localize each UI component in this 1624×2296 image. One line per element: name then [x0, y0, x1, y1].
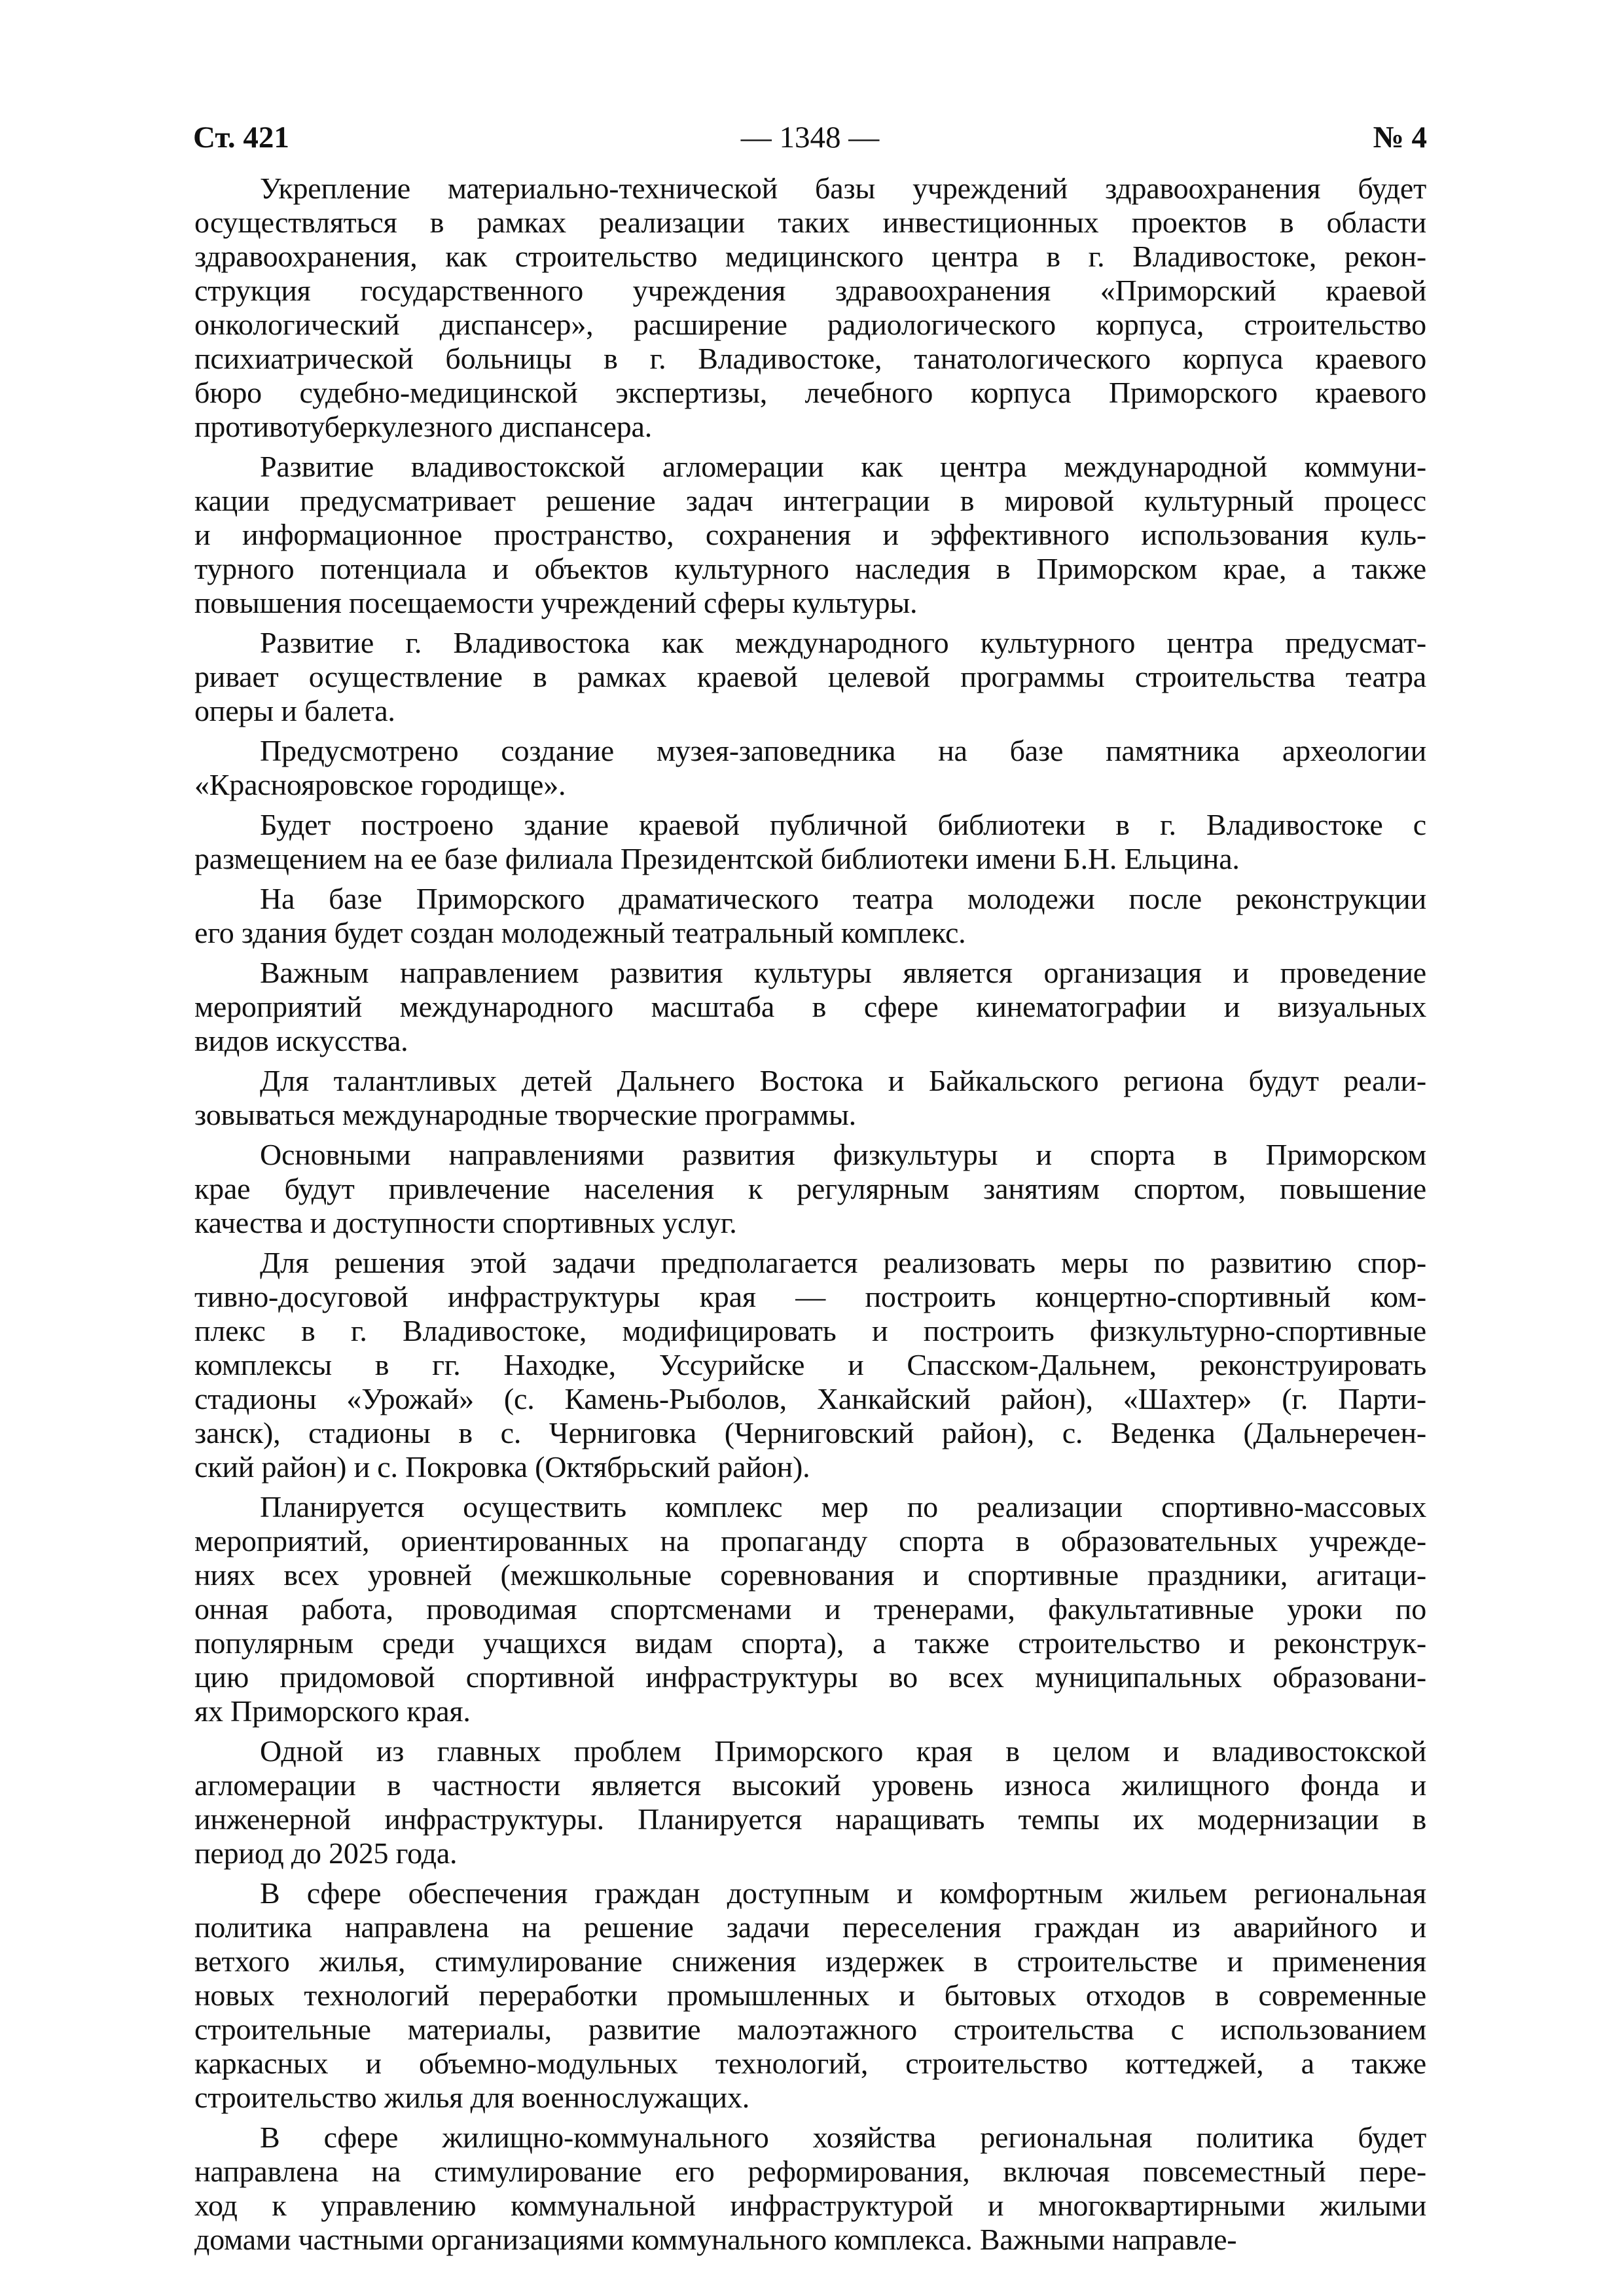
- text-line: психиатрической больницы в г. Владивостоке, танатологического корпуса краевого: [194, 342, 1426, 375]
- text-line: турного потенциала и объектов культурного наследия в Приморском крае, а также: [194, 552, 1426, 585]
- paragraph: [194, 1138, 1426, 1240]
- text-line: Планируется осуществить комплекс мер по реализации спортивно-массовых: [260, 1490, 1426, 1523]
- text-line: ский район) и с. Покровка (Октябрьский район).: [194, 1450, 810, 1484]
- paragraph: [194, 2121, 1426, 2257]
- text-line: осуществляться в рамках реализации таких инвестиционных проектов в области: [194, 206, 1426, 239]
- paragraph: [194, 1876, 1426, 2115]
- text-line: мероприятий, ориентированных на пропаганду спорта в образовательных учрежде-: [194, 1524, 1426, 1558]
- article-number: Ст. 421: [193, 120, 289, 155]
- text-line: Укрепление материально-технической базы учреждений здравоохранения будет: [260, 172, 1426, 205]
- paragraph: [194, 172, 1426, 444]
- text-line: Будет построено здание краевой публичной библиотеки в г. Владивостоке с: [260, 808, 1426, 841]
- paragraph: [194, 882, 1426, 950]
- paragraph: [194, 626, 1426, 728]
- text-line: плекс в г. Владивостоке, модифицировать и построить физкультурно-спортивные: [194, 1314, 1426, 1347]
- text-line: ход к управлению коммунальной инфраструктурой и многоквартирными жилыми: [194, 2189, 1426, 2222]
- text-line: Предусмотрено создание музея-заповедника на базе памятника археологии: [260, 734, 1426, 767]
- paragraph: [194, 956, 1426, 1058]
- text-line: В сфере жилищно-коммунального хозяйства региональная политика будет: [260, 2121, 1426, 2154]
- text-line: строительство жилья для военнослужащих.: [194, 2081, 750, 2114]
- paragraph: [194, 1064, 1426, 1132]
- paragraph: [194, 1490, 1426, 1728]
- text-line: Для решения этой задачи предполагается реализовать меры по развитию спор-: [260, 1246, 1426, 1279]
- text-line: крае будут привлечение населения к регулярным занятиям спортом, повышение: [194, 1172, 1426, 1205]
- text-line: занск), стадионы в с. Черниговка (Черниговский район), с. Веденка (Дальнеречен-: [194, 1416, 1426, 1449]
- text-line: противотуберкулезного диспансера.: [194, 410, 653, 443]
- text-line: его здания будет создан молодежный театральный комплекс.: [194, 916, 966, 949]
- text-line: Развитие г. Владивостока как международного культурного центра предусмат-: [260, 626, 1426, 659]
- text-line: бюро судебно-медицинской экспертизы, лечебного корпуса Приморского краевого: [194, 376, 1426, 409]
- text-line: ривает осуществление в рамках краевой целевой программы строительства театра: [194, 660, 1426, 693]
- text-line: Одной из главных проблем Приморского края в целом и владивостокской: [260, 1734, 1426, 1768]
- body-text: [194, 172, 1426, 2263]
- text-line: оперы и балета.: [194, 694, 395, 727]
- text-line: инженерной инфраструктуры. Планируется наращивать темпы их модернизации в: [194, 1802, 1426, 1836]
- text-line: популярным среди учащихся видам спорта), а также строительство и реконструк-: [194, 1626, 1426, 1660]
- text-line: В сфере обеспечения граждан доступным и комфортным жильем региональная: [260, 1876, 1426, 1910]
- paragraph: [194, 1734, 1426, 1870]
- text-line: онкологический диспансер», расширение радиологического корпуса, строительство: [194, 308, 1426, 341]
- paragraph: [194, 450, 1426, 620]
- text-line: агломерации в частности является высокий уровень износа жилищного фонда и: [194, 1768, 1426, 1802]
- text-line: кации предусматривает решение задач интеграции в мировой культурный процесс: [194, 484, 1426, 517]
- text-line: и информационное пространство, сохранения и эффективного использования куль-: [194, 518, 1426, 551]
- text-line: зовываться международные творческие программы.: [194, 1098, 856, 1131]
- text-line: На базе Приморского драматического театра молодежи после реконструкции: [260, 882, 1426, 915]
- text-line: мероприятий международного масштаба в сфере кинематографии и визуальных: [194, 990, 1426, 1023]
- text-line: повышения посещаемости учреждений сферы культуры.: [194, 586, 918, 619]
- text-line: строительные материалы, развитие малоэтажного строительства с использованием: [194, 2013, 1426, 2046]
- text-line: «Краснояровское городище».: [194, 768, 566, 801]
- text-line: Важным направлением развития культуры является организация и проведение: [260, 956, 1426, 989]
- text-line: Для талантливых детей Дальнего Востока и Байкальского региона будут реали-: [260, 1064, 1426, 1097]
- text-line: новых технологий переработки промышленных и бытовых отходов в современные: [194, 1978, 1426, 2012]
- page-header: [193, 118, 1427, 157]
- issue-number: № 4: [1373, 120, 1427, 155]
- paragraph: [194, 734, 1426, 802]
- page-number: — 1348 —: [740, 120, 880, 155]
- text-line: направлена на стимулирование его реформирования, включая повсеместный пере-: [194, 2155, 1426, 2188]
- text-line: домами частными организациями коммунального комплекса. Важными направле-: [194, 2223, 1237, 2256]
- text-line: комплексы в гг. Находке, Уссурийске и Спасском-Дальнем, реконструировать: [194, 1348, 1426, 1381]
- text-line: ях Приморского края.: [194, 1694, 471, 1728]
- text-line: здравоохранения, как строительство медицинского центра в г. Владивостоке, рекон-: [194, 240, 1426, 273]
- text-line: струкция государственного учреждения здравоохранения «Приморский краевой: [194, 274, 1426, 307]
- text-line: каркасных и объемно-модульных технологий, строительство коттеджей, а также: [194, 2047, 1426, 2080]
- text-line: онная работа, проводимая спортсменами и тренерами, факультативные уроки по: [194, 1592, 1426, 1626]
- text-line: политика направлена на решение задачи переселения граждан из аварийного и: [194, 1910, 1426, 1944]
- paragraph: [194, 808, 1426, 876]
- text-line: тивно-досуговой инфраструктуры края — построить концертно-спортивный ком-: [194, 1280, 1426, 1313]
- text-line: качества и доступности спортивных услуг.: [194, 1206, 737, 1239]
- text-line: цию придомовой спортивной инфраструктуры во всех муниципальных образовани-: [194, 1660, 1426, 1694]
- text-line: Основными направлениями развития физкультуры и спорта в Приморском: [260, 1138, 1426, 1171]
- text-line: размещением на ее базе филиала Президентской библиотеки имени Б.Н. Ельцина.: [194, 842, 1240, 875]
- text-line: стадионы «Урожай» (с. Камень-Рыболов, Ханкайский район), «Шахтер» (г. Парти-: [194, 1382, 1426, 1415]
- text-line: Развитие владивостокской агломерации как центра международной коммуни-: [260, 450, 1426, 483]
- paragraph: [194, 1246, 1426, 1484]
- text-line: ветхого жилья, стимулирование снижения издержек в строительстве и применения: [194, 1944, 1426, 1978]
- text-line: ниях всех уровней (межшкольные соревнования и спортивные праздники, агитаци-: [194, 1558, 1426, 1592]
- text-line: видов искусства.: [194, 1024, 408, 1057]
- text-line: период до 2025 года.: [194, 1836, 458, 1870]
